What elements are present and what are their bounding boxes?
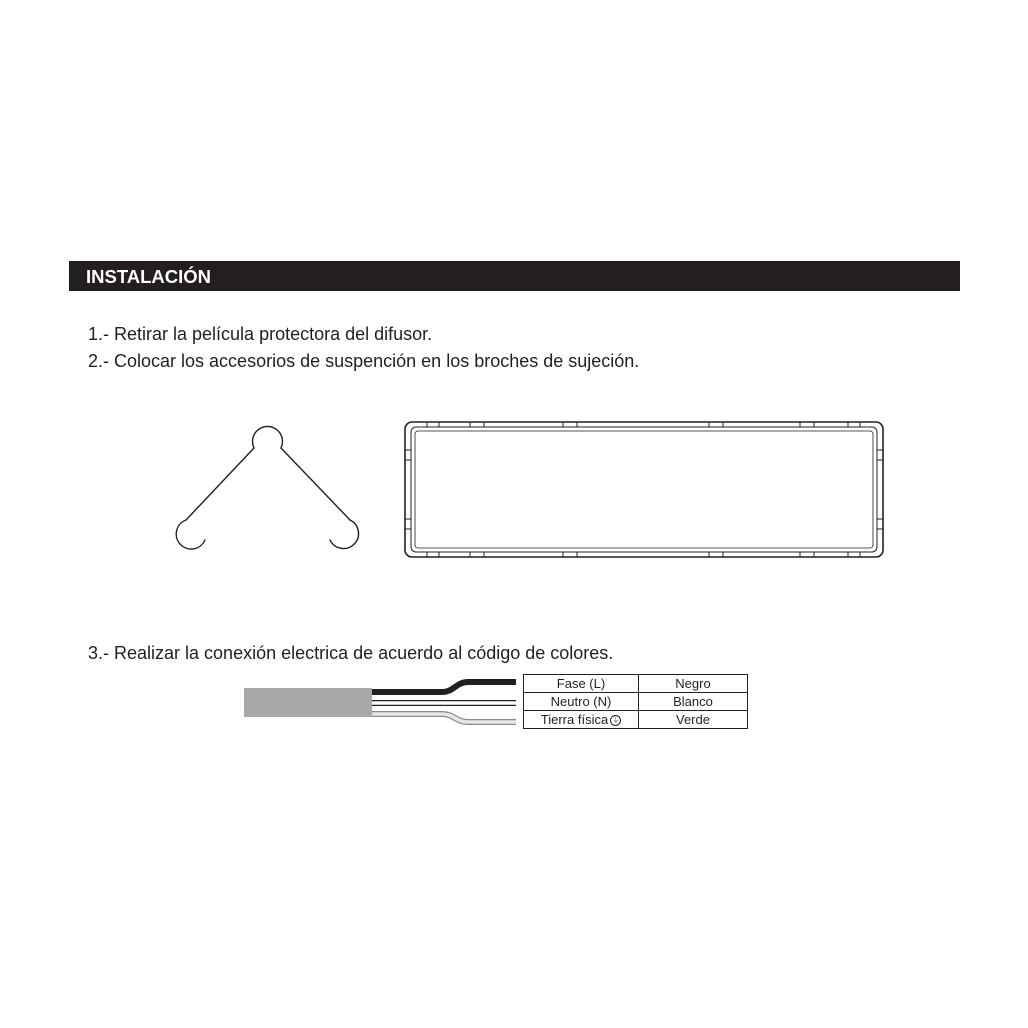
table-row	[524, 693, 748, 711]
table-row	[524, 675, 748, 693]
wire-color-cell: Negro	[639, 675, 748, 693]
wiring-color-table	[523, 674, 748, 729]
wire-color-cell: Blanco	[639, 693, 748, 711]
instruction-step-3: 3.- Realizar la conexión electrica de acuerdo al código de colores.	[88, 643, 614, 663]
table-row	[524, 711, 748, 729]
section-header	[69, 261, 960, 291]
conductor-cell: Fase (L)	[524, 675, 639, 693]
section-title: INSTALACIÓN	[86, 266, 212, 287]
conductor-cell: Neutro (N)	[524, 693, 639, 711]
conductor-cell	[524, 711, 639, 729]
instruction-step-2: 2.- Colocar los accesorios de suspención en los broches de sujeción.	[88, 351, 640, 371]
instruction-step-1: 1.- Retirar la película protectora del difusor.	[88, 324, 433, 344]
luminaire-frame-icon	[400, 415, 890, 560]
ground-symbol-icon: ⏚	[612, 717, 620, 725]
wire-color-cell: Verde	[639, 711, 748, 729]
suspension-hook-icon	[170, 420, 370, 560]
conductor-label: Tierra física	[540, 712, 609, 727]
three-wire-cable-icon	[244, 672, 524, 732]
